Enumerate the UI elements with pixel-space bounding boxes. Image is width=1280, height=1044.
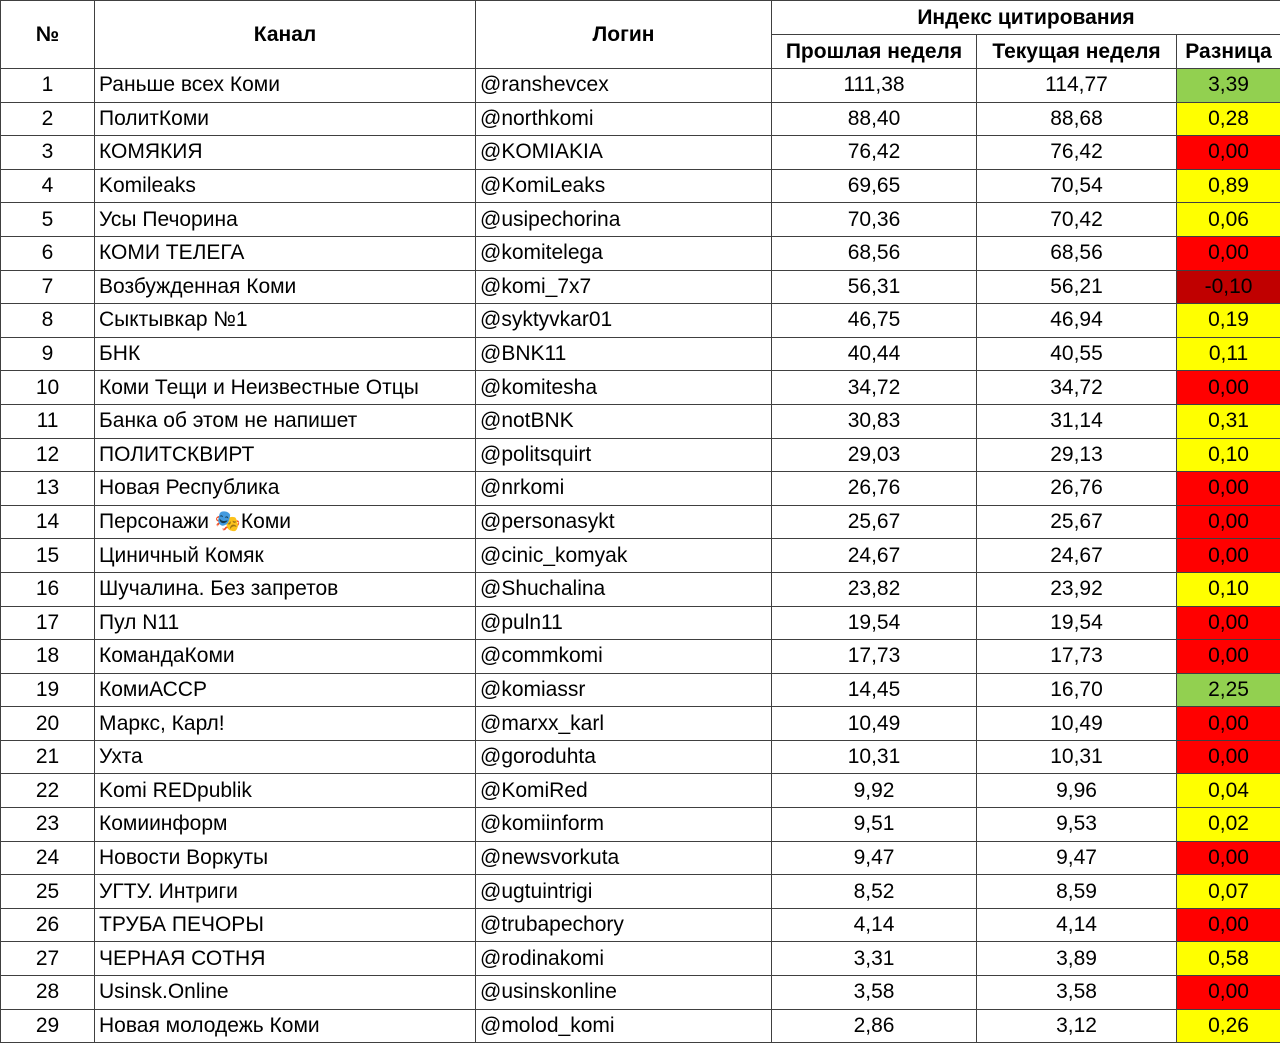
row-number: 20	[1, 707, 95, 741]
row-number: 23	[1, 808, 95, 842]
prev-week-value: 40,44	[772, 337, 977, 371]
channel-login: @syktyvkar01	[476, 304, 772, 338]
row-number: 26	[1, 908, 95, 942]
diff-value: 0,00	[1177, 640, 1280, 674]
prev-week-value: 9,51	[772, 808, 977, 842]
header-number: №	[1, 1, 95, 69]
prev-week-value: 30,83	[772, 404, 977, 438]
prev-week-value: 26,76	[772, 472, 977, 506]
header-prev-week: Прошлая неделя	[772, 35, 977, 69]
row-number: 2	[1, 102, 95, 136]
prev-week-value: 3,31	[772, 942, 977, 976]
row-number: 24	[1, 841, 95, 875]
channel-name: Персонажи 🎭Коми	[95, 505, 476, 539]
prev-week-value: 76,42	[772, 136, 977, 170]
curr-week-value: 17,73	[977, 640, 1177, 674]
diff-value: 0,31	[1177, 404, 1280, 438]
diff-value: 0,11	[1177, 337, 1280, 371]
prev-week-value: 10,31	[772, 740, 977, 774]
diff-value: 0,10	[1177, 438, 1280, 472]
diff-value: 0,00	[1177, 740, 1280, 774]
curr-week-value: 4,14	[977, 908, 1177, 942]
channel-login: @commkomi	[476, 640, 772, 674]
diff-value: -0,10	[1177, 270, 1280, 304]
channel-name: ЧЕРНАЯ СОТНЯ	[95, 942, 476, 976]
row-number: 22	[1, 774, 95, 808]
header-curr-week: Текущая неделя	[977, 35, 1177, 69]
table-row	[1, 505, 1280, 539]
diff-value: 0,00	[1177, 136, 1280, 170]
channel-login: @puln11	[476, 606, 772, 640]
channel-name: Маркс, Карл!	[95, 707, 476, 741]
channel-name: БНК	[95, 337, 476, 371]
diff-value: 2,25	[1177, 673, 1280, 707]
prev-week-value: 4,14	[772, 908, 977, 942]
channel-login: @molod_komi	[476, 1009, 772, 1043]
diff-value: 0,19	[1177, 304, 1280, 338]
channel-login: @usinskonline	[476, 976, 772, 1010]
prev-week-value: 69,65	[772, 169, 977, 203]
row-number: 1	[1, 69, 95, 103]
channel-name: Раньше всех Коми	[95, 69, 476, 103]
row-number: 9	[1, 337, 95, 371]
channel-login: @trubapechory	[476, 908, 772, 942]
row-number: 11	[1, 404, 95, 438]
diff-value: 0,00	[1177, 841, 1280, 875]
diff-value: 0,06	[1177, 203, 1280, 237]
channel-name: Komileaks	[95, 169, 476, 203]
prev-week-value: 2,86	[772, 1009, 977, 1043]
prev-week-value: 88,40	[772, 102, 977, 136]
curr-week-value: 31,14	[977, 404, 1177, 438]
diff-value: 0,00	[1177, 976, 1280, 1010]
channel-login: @goroduhta	[476, 740, 772, 774]
table-row	[1, 808, 1280, 842]
channel-login: @komi_7x7	[476, 270, 772, 304]
diff-value: 0,07	[1177, 875, 1280, 909]
row-number: 19	[1, 673, 95, 707]
prev-week-value: 46,75	[772, 304, 977, 338]
table-row	[1, 841, 1280, 875]
table-row	[1, 572, 1280, 606]
channel-name: КОМЯКИЯ	[95, 136, 476, 170]
table-row	[1, 404, 1280, 438]
curr-week-value: 3,58	[977, 976, 1177, 1010]
channel-name: ТРУБА ПЕЧОРЫ	[95, 908, 476, 942]
curr-week-value: 8,59	[977, 875, 1177, 909]
table-row	[1, 69, 1280, 103]
row-number: 27	[1, 942, 95, 976]
curr-week-value: 114,77	[977, 69, 1177, 103]
prev-week-value: 24,67	[772, 539, 977, 573]
channel-name: ПОЛИТСКВИРТ	[95, 438, 476, 472]
curr-week-value: 24,67	[977, 539, 1177, 573]
row-number: 29	[1, 1009, 95, 1043]
table-row	[1, 774, 1280, 808]
table-row	[1, 640, 1280, 674]
channel-name: Новая Республика	[95, 472, 476, 506]
curr-week-value: 9,96	[977, 774, 1177, 808]
table-row	[1, 236, 1280, 270]
channel-name: Сыктывкар №1	[95, 304, 476, 338]
channel-login: @personasykt	[476, 505, 772, 539]
diff-value: 0,00	[1177, 707, 1280, 741]
channel-name: Komi REDpublik	[95, 774, 476, 808]
header-diff: Разница	[1177, 35, 1280, 69]
row-number: 6	[1, 236, 95, 270]
prev-week-value: 23,82	[772, 572, 977, 606]
diff-value: 0,10	[1177, 572, 1280, 606]
header-channel: Канал	[95, 1, 476, 69]
diff-value: 3,39	[1177, 69, 1280, 103]
table-row	[1, 740, 1280, 774]
curr-week-value: 25,67	[977, 505, 1177, 539]
table-row	[1, 1009, 1280, 1043]
diff-value: 0,00	[1177, 505, 1280, 539]
channel-login: @politsquirt	[476, 438, 772, 472]
curr-week-value: 76,42	[977, 136, 1177, 170]
row-number: 17	[1, 606, 95, 640]
channel-name: Усы Печорина	[95, 203, 476, 237]
prev-week-value: 56,31	[772, 270, 977, 304]
channel-login: @KomiRed	[476, 774, 772, 808]
prev-week-value: 9,47	[772, 841, 977, 875]
curr-week-value: 23,92	[977, 572, 1177, 606]
row-number: 4	[1, 169, 95, 203]
prev-week-value: 14,45	[772, 673, 977, 707]
diff-value: 0,00	[1177, 606, 1280, 640]
channel-name: Возбужденная Коми	[95, 270, 476, 304]
diff-value: 0,00	[1177, 539, 1280, 573]
channel-login: @rodinakomi	[476, 942, 772, 976]
channel-login: @ranshevcex	[476, 69, 772, 103]
prev-week-value: 9,92	[772, 774, 977, 808]
channel-name: Циничный Комяк	[95, 539, 476, 573]
channel-login: @northkomi	[476, 102, 772, 136]
channel-name: Новости Воркуты	[95, 841, 476, 875]
curr-week-value: 26,76	[977, 472, 1177, 506]
channel-login: @KomiLeaks	[476, 169, 772, 203]
table-row	[1, 270, 1280, 304]
curr-week-value: 10,49	[977, 707, 1177, 741]
channel-login: @komitelega	[476, 236, 772, 270]
table-row	[1, 203, 1280, 237]
channel-name: КомиАССР	[95, 673, 476, 707]
channel-login: @komiinform	[476, 808, 772, 842]
table-row	[1, 169, 1280, 203]
channel-login: @ugtuintrigi	[476, 875, 772, 909]
header-login: Логин	[476, 1, 772, 69]
table-row	[1, 136, 1280, 170]
channel-login: @cinic_komyak	[476, 539, 772, 573]
prev-week-value: 8,52	[772, 875, 977, 909]
header-citation-index: Индекс цитирования	[772, 1, 1280, 35]
prev-week-value: 17,73	[772, 640, 977, 674]
channel-name: Коми Тещи и Неизвестные Отцы	[95, 371, 476, 405]
table-row	[1, 976, 1280, 1010]
curr-week-value: 19,54	[977, 606, 1177, 640]
curr-week-value: 46,94	[977, 304, 1177, 338]
row-number: 12	[1, 438, 95, 472]
curr-week-value: 3,12	[977, 1009, 1177, 1043]
diff-value: 0,00	[1177, 236, 1280, 270]
table-row	[1, 606, 1280, 640]
table-row	[1, 908, 1280, 942]
channel-name: Шучалина. Без запретов	[95, 572, 476, 606]
prev-week-value: 10,49	[772, 707, 977, 741]
channel-name: Комиинформ	[95, 808, 476, 842]
curr-week-value: 70,42	[977, 203, 1177, 237]
diff-value: 0,28	[1177, 102, 1280, 136]
table-body	[1, 69, 1280, 1043]
diff-value: 0,00	[1177, 908, 1280, 942]
channel-name: Usinsk.Online	[95, 976, 476, 1010]
prev-week-value: 34,72	[772, 371, 977, 405]
channel-name: Ухта	[95, 740, 476, 774]
channel-login: @BNK11	[476, 337, 772, 371]
channel-login: @Shuchalina	[476, 572, 772, 606]
table-row	[1, 337, 1280, 371]
row-number: 15	[1, 539, 95, 573]
channel-login: @notBNK	[476, 404, 772, 438]
table-row	[1, 304, 1280, 338]
table-row	[1, 673, 1280, 707]
row-number: 5	[1, 203, 95, 237]
row-number: 13	[1, 472, 95, 506]
prev-week-value: 29,03	[772, 438, 977, 472]
diff-value: 0,02	[1177, 808, 1280, 842]
curr-week-value: 9,53	[977, 808, 1177, 842]
row-number: 3	[1, 136, 95, 170]
table-row	[1, 102, 1280, 136]
prev-week-value: 3,58	[772, 976, 977, 1010]
diff-value: 0,58	[1177, 942, 1280, 976]
diff-value: 0,00	[1177, 472, 1280, 506]
table-row	[1, 472, 1280, 506]
curr-week-value: 88,68	[977, 102, 1177, 136]
curr-week-value: 3,89	[977, 942, 1177, 976]
curr-week-value: 34,72	[977, 371, 1177, 405]
channel-name: УГТУ. Интриги	[95, 875, 476, 909]
channel-name: Банка об этом не напишет	[95, 404, 476, 438]
curr-week-value: 10,31	[977, 740, 1177, 774]
channel-name: КомандаКоми	[95, 640, 476, 674]
row-number: 10	[1, 371, 95, 405]
diff-value: 0,89	[1177, 169, 1280, 203]
channel-name: Новая молодежь Коми	[95, 1009, 476, 1043]
table-row	[1, 539, 1280, 573]
curr-week-value: 40,55	[977, 337, 1177, 371]
channel-name: КОМИ ТЕЛЕГА	[95, 236, 476, 270]
row-number: 8	[1, 304, 95, 338]
curr-week-value: 9,47	[977, 841, 1177, 875]
diff-value: 0,26	[1177, 1009, 1280, 1043]
channel-login: @newsvorkuta	[476, 841, 772, 875]
table-row	[1, 942, 1280, 976]
curr-week-value: 29,13	[977, 438, 1177, 472]
row-number: 21	[1, 740, 95, 774]
prev-week-value: 19,54	[772, 606, 977, 640]
table-row	[1, 707, 1280, 741]
row-number: 14	[1, 505, 95, 539]
channel-name: ПолитКоми	[95, 102, 476, 136]
row-number: 28	[1, 976, 95, 1010]
prev-week-value: 70,36	[772, 203, 977, 237]
channel-login: @komiassr	[476, 673, 772, 707]
diff-value: 0,00	[1177, 371, 1280, 405]
curr-week-value: 16,70	[977, 673, 1177, 707]
row-number: 18	[1, 640, 95, 674]
prev-week-value: 68,56	[772, 236, 977, 270]
table-row	[1, 438, 1280, 472]
channel-login: @KOMIAKIA	[476, 136, 772, 170]
prev-week-value: 111,38	[772, 69, 977, 103]
channel-login: @nrkomi	[476, 472, 772, 506]
channel-login: @marxx_karl	[476, 707, 772, 741]
row-number: 7	[1, 270, 95, 304]
channel-login: @komitesha	[476, 371, 772, 405]
table-row	[1, 371, 1280, 405]
row-number: 16	[1, 572, 95, 606]
curr-week-value: 70,54	[977, 169, 1177, 203]
prev-week-value: 25,67	[772, 505, 977, 539]
row-number: 25	[1, 875, 95, 909]
curr-week-value: 56,21	[977, 270, 1177, 304]
table-row	[1, 875, 1280, 909]
diff-value: 0,04	[1177, 774, 1280, 808]
curr-week-value: 68,56	[977, 236, 1177, 270]
channel-login: @usipechorina	[476, 203, 772, 237]
channel-name: Пул N11	[95, 606, 476, 640]
